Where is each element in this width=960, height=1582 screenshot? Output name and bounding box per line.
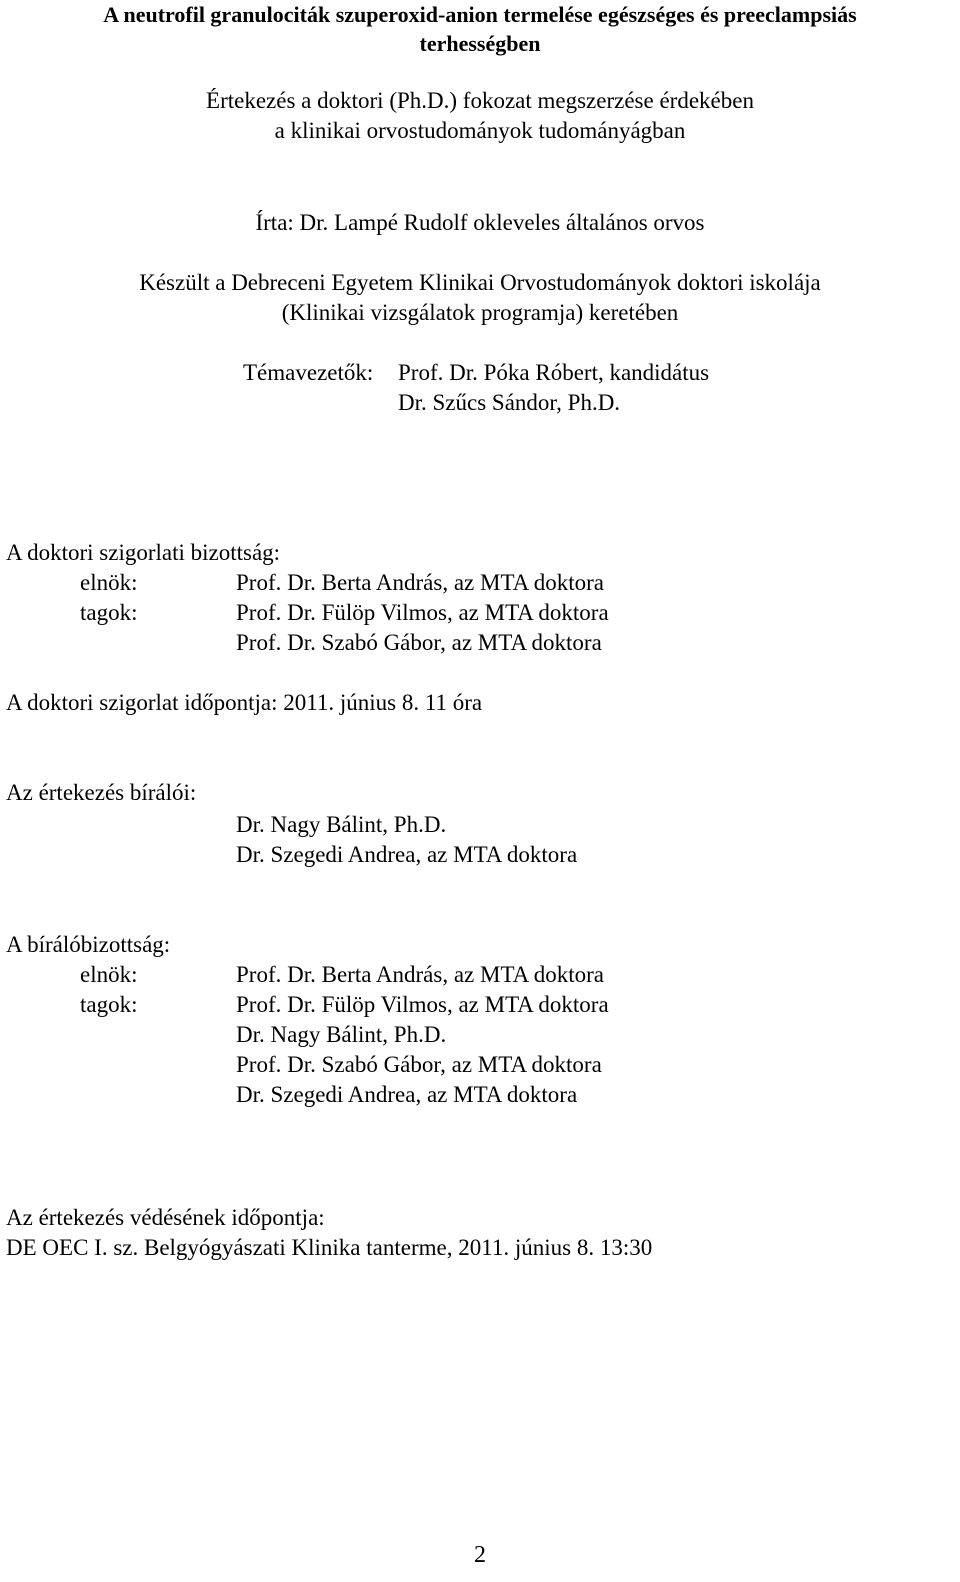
exam-date: A doktori szigorlat időpontja: 2011. június 8. 11 óra <box>6 690 483 715</box>
supervisors-label: Témavezetők: <box>243 360 374 385</box>
page-number: 2 <box>474 1542 486 1568</box>
subtitle-line-1: Értekezés a doktori (Ph.D.) fokozat megszerzése érdekében <box>206 88 754 113</box>
exam-member-1: Prof. Dr. Fülöp Vilmos, az MTA doktora <box>236 600 609 625</box>
review-member-2: Dr. Nagy Bálint, Ph.D. <box>236 1022 447 1047</box>
reviewers-heading: Az értekezés bírálói: <box>6 780 197 805</box>
review-members-label: tagok: <box>80 992 138 1017</box>
subtitle-line-2: a klinikai orvostudományok tudományágban <box>274 118 686 143</box>
supervisor-1: Prof. Dr. Póka Róbert, kandidátus <box>398 360 710 385</box>
review-chair-label: elnök: <box>80 962 138 987</box>
review-chair: Prof. Dr. Berta András, az MTA doktora <box>236 962 604 987</box>
reviewer-1: Dr. Nagy Bálint, Ph.D. <box>236 812 447 837</box>
exam-committee-heading: A doktori szigorlati bizottság: <box>6 540 281 565</box>
school-line-1: Készült a Debreceni Egyetem Klinikai Orvostudományok doktori iskolája <box>139 270 821 295</box>
title-line-1: A neutrofil granulociták szuperoxid-anion termelése egészséges és preeclampsiás <box>103 2 857 27</box>
review-member-1: Prof. Dr. Fülöp Vilmos, az MTA doktora <box>236 992 609 1017</box>
supervisor-2: Dr. Szűcs Sándor, Ph.D. <box>398 390 621 415</box>
defense-heading: Az értekezés védésének időpontja: <box>6 1205 325 1230</box>
defense-detail: DE OEC I. sz. Belgyógyászati Klinika tanterme, 2011. június 8. 13:30 <box>6 1235 653 1260</box>
school-line-2: (Klinikai vizsgálatok programja) keretében <box>281 300 679 325</box>
review-member-3: Prof. Dr. Szabó Gábor, az MTA doktora <box>236 1052 602 1077</box>
review-member-4: Dr. Szegedi Andrea, az MTA doktora <box>236 1082 578 1107</box>
author-line: Írta: Dr. Lampé Rudolf okleveles általános orvos <box>255 210 705 235</box>
exam-chair: Prof. Dr. Berta András, az MTA doktora <box>236 570 604 595</box>
reviewer-2: Dr. Szegedi Andrea, az MTA doktora <box>236 842 578 867</box>
title-line-2: terhességben <box>419 31 541 56</box>
review-committee-heading: A bírálóbizottság: <box>6 932 171 957</box>
exam-members-label: tagok: <box>80 600 138 625</box>
exam-member-2: Prof. Dr. Szabó Gábor, az MTA doktora <box>236 630 602 655</box>
exam-chair-label: elnök: <box>80 570 138 595</box>
